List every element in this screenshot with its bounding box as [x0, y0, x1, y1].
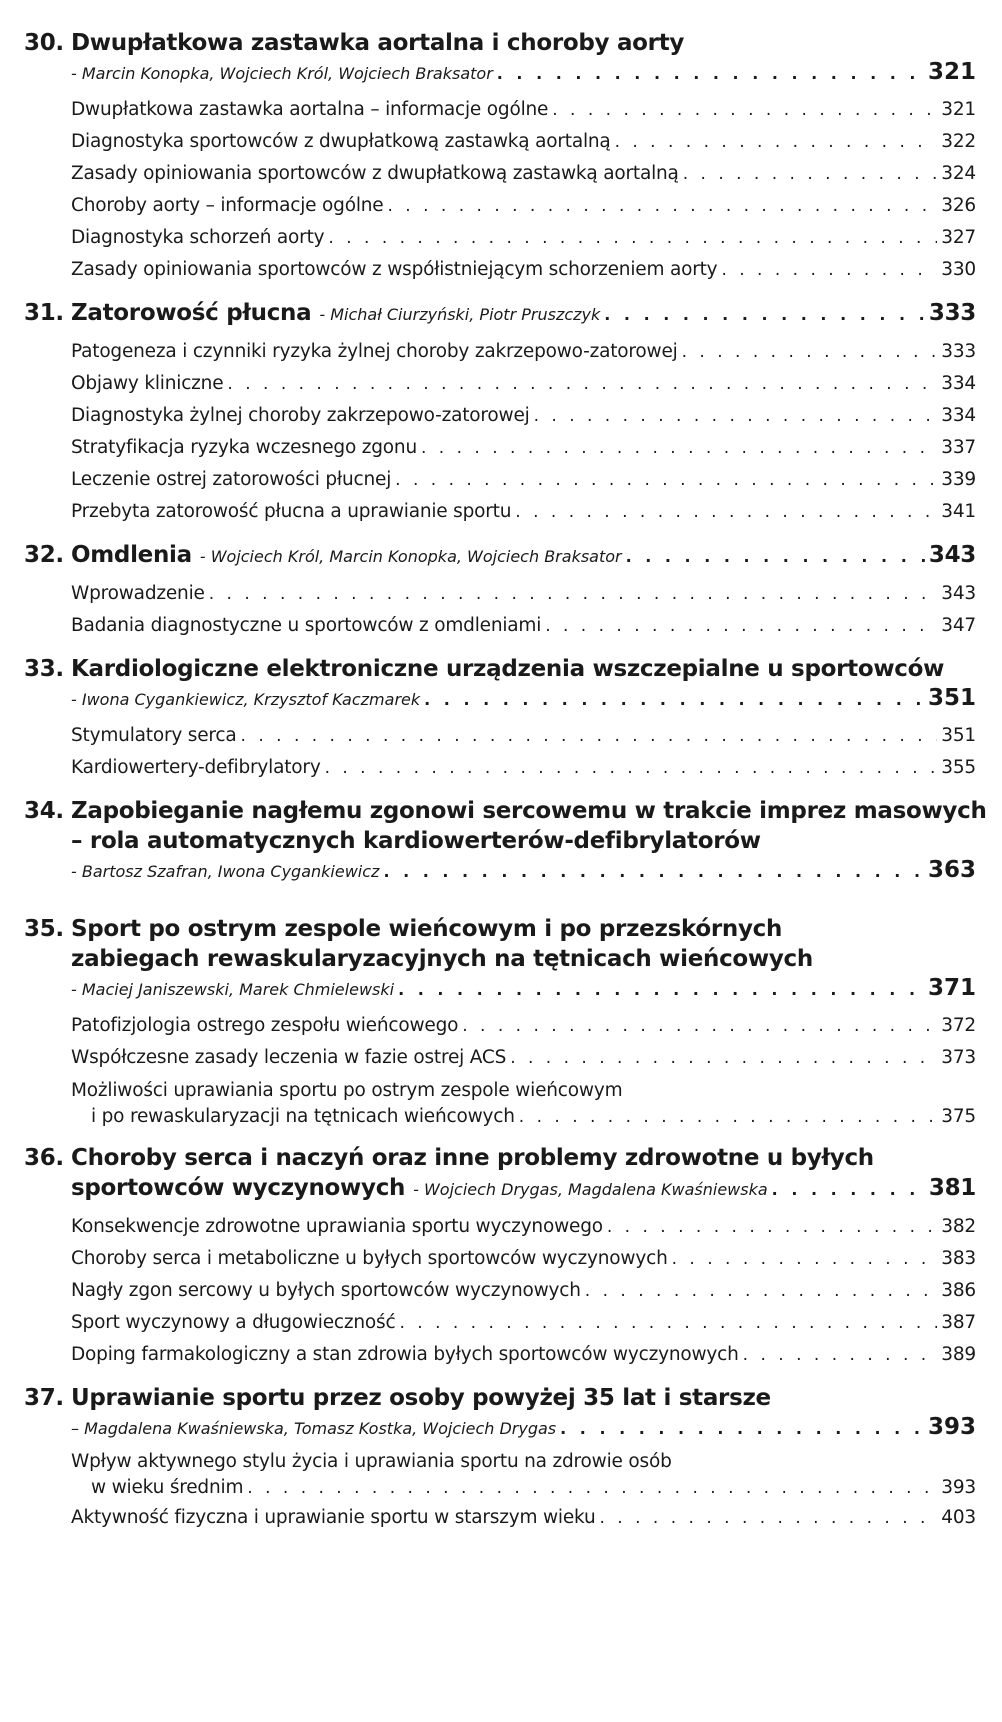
section-title: Wprowadzenie: [71, 583, 205, 604]
section-title: Diagnostyka sportowców z dwupłatkową zastawką aortalną: [71, 131, 611, 152]
section-page-number: 351: [941, 725, 976, 746]
chapter-title: Choroby serca i naczyń oraz inne problemy zdrowotne u byłych: [71, 1145, 874, 1171]
chapter-34: [24, 796, 987, 886]
section-title: Badania diagnostyczne u sportowców z omdleniami: [71, 615, 542, 636]
section-entry: [24, 368, 976, 400]
section-page-number: 334: [941, 373, 976, 394]
section-title: Choroby serca i metaboliczne u byłych sportowców wyczynowych: [71, 1248, 668, 1269]
section-page-number: 382: [941, 1216, 976, 1237]
chapter-title-continued: – rola automatycznych kardiowerterów-defibrylatorów: [71, 828, 761, 854]
dot-leader: [424, 686, 924, 714]
section-title: Choroby aorty – informacje ogólne: [71, 195, 384, 216]
section-entry: [24, 1243, 976, 1275]
chapter-page-number: 321: [927, 59, 976, 85]
chapter-36: [24, 1143, 976, 1371]
section-title: Zasady opiniowania sportowców z współistniejącym schorzeniem aorty: [71, 259, 718, 280]
dot-leader: [421, 433, 937, 464]
section-entry: [24, 336, 976, 368]
dot-leader: [519, 1104, 938, 1131]
chapter-32: [24, 540, 976, 642]
section-page-number: 322: [941, 131, 976, 152]
chapter-authors: - Iwona Cygankiewicz, Krzysztof Kaczmarek: [71, 690, 421, 709]
section-entry: [24, 752, 976, 784]
chapter-page-number: 343: [928, 542, 976, 568]
chapter-37: [24, 1383, 976, 1534]
dot-leader: [604, 300, 925, 330]
table-of-contents: [24, 28, 987, 1534]
section-page-number: 347: [941, 615, 976, 636]
section-list: [24, 1010, 976, 1131]
section-title: Aktywność fizyczna i uprawianie sportu w starszym wieku: [71, 1507, 596, 1528]
chapter-heading: [24, 540, 976, 572]
chapter-title: Zatorowość płucna: [71, 300, 312, 326]
section-entry: [24, 432, 976, 464]
section-entry: [24, 1502, 976, 1534]
section-title-first-line: Możliwości uprawiania sportu po ostrym zespole wieńcowym: [71, 1080, 623, 1101]
section-entry: [24, 1211, 976, 1243]
dot-leader: [672, 1244, 938, 1275]
section-title: i po rewaskularyzacji na tętnicach wieńcowych: [91, 1106, 515, 1127]
section-page-number: 375: [941, 1106, 976, 1127]
chapter-33: [24, 654, 976, 784]
dot-leader: [607, 1212, 937, 1243]
dot-leader: [626, 542, 925, 572]
chapter-title-continued-row: [24, 1173, 976, 1205]
chapter-authors: - Michał Ciurzyński, Piotr Pruszczyk: [319, 305, 601, 324]
dot-leader: [387, 191, 937, 222]
section-entry: [24, 1010, 976, 1042]
chapter-number: 32.: [24, 542, 64, 568]
section-page-number: 355: [941, 757, 976, 778]
section-title: Doping farmakologiczny a stan zdrowia byłych sportowców wyczynowych: [71, 1344, 739, 1365]
chapter-heading: [24, 28, 976, 58]
section-page-number: 387: [941, 1312, 976, 1333]
section-list: [24, 578, 976, 642]
dot-leader: [585, 1276, 938, 1307]
section-title: Diagnostyka żylnej choroby zakrzepowo-zatorowej: [71, 405, 530, 426]
section-entry: [24, 222, 976, 254]
section-page-number: 333: [941, 341, 976, 362]
dot-leader: [383, 858, 924, 886]
dot-leader: [209, 579, 938, 610]
dot-leader: [325, 753, 938, 784]
chapter-number: 30.: [24, 30, 64, 56]
chapter-authors: - Wojciech Drygas, Magdalena Kwaśniewska: [413, 1180, 768, 1199]
section-page-number: 383: [941, 1248, 976, 1269]
chapter-heading: [24, 654, 976, 684]
section-entry: [24, 1339, 976, 1371]
chapter-authors: - Bartosz Szafran, Iwona Cygankiewicz: [71, 862, 380, 881]
section-title: w wieku średnim: [91, 1477, 244, 1498]
section-entry: [24, 126, 976, 158]
section-title: Sport wyczynowy a długowieczność: [71, 1312, 396, 1333]
section-entry: [24, 720, 976, 752]
section-list: [24, 1211, 976, 1371]
dot-leader: [615, 127, 938, 158]
section-title: Współczesne zasady leczenia w fazie ostrej ACS: [71, 1047, 507, 1068]
section-entry: [24, 1474, 976, 1502]
chapter-author-row: [24, 58, 976, 88]
section-page-number: 341: [941, 501, 976, 522]
dot-leader: [560, 1415, 924, 1443]
dot-leader: [227, 369, 937, 400]
section-entry: [24, 190, 976, 222]
chapter-35: [24, 914, 976, 1131]
section-page-number: 324: [941, 163, 976, 184]
section-title: Stratyfikacja ryzyka wczesnego zgonu: [71, 437, 417, 458]
section-entry: [24, 94, 976, 126]
dot-leader: [241, 721, 938, 752]
section-entry: [24, 400, 976, 432]
dot-leader: [743, 1340, 938, 1371]
section-page-number: 393: [941, 1477, 976, 1498]
chapter-title: Sport po ostrym zespole wieńcowym i po przezskórnych: [71, 916, 783, 942]
section-entry: [24, 254, 976, 286]
section-title: Dwupłatkowa zastawka aortalna – informacje ogólne: [71, 99, 549, 120]
dot-leader: [462, 1011, 937, 1042]
section-page-number: 321: [941, 99, 976, 120]
dot-leader: [247, 1475, 937, 1502]
section-page-number: 389: [941, 1344, 976, 1365]
section-title: Nagły zgon sercowy u byłych sportowców wyczynowych: [71, 1280, 581, 1301]
chapter-authors: - Marcin Konopka, Wojciech Król, Wojciech Braksator: [71, 64, 493, 83]
section-title: Diagnostyka schorzeń aorty: [71, 227, 325, 248]
chapter-title: Zapobieganie nagłemu zgonowi sercowemu w trakcie imprez masowych: [71, 798, 987, 824]
chapter-number: 37.: [24, 1385, 64, 1411]
section-title: Zasady opiniowania sportowców z dwupłatkową zastawką aortalną: [71, 163, 679, 184]
chapter-heading: [24, 1383, 976, 1413]
chapter-number: 34.: [24, 798, 64, 824]
section-entry: [24, 1042, 976, 1074]
dot-leader: [682, 337, 938, 368]
section-entry: [24, 158, 976, 190]
section-title: Stymulatory serca: [71, 725, 237, 746]
chapter-heading: [24, 796, 987, 826]
dot-leader: [534, 401, 938, 432]
chapter-title: Uprawianie sportu przez osoby powyżej 35 lat i starsze: [71, 1385, 771, 1411]
dot-leader: [772, 1175, 925, 1205]
chapter-number: 35.: [24, 916, 64, 942]
chapter-title-continued: zabiegach rewaskularyzacyjnych na tętnicach wieńcowych: [71, 946, 813, 972]
chapter-authors: – Magdalena Kwaśniewska, Tomasz Kostka, Wojciech Drygas: [71, 1419, 557, 1438]
section-page-number: 330: [941, 259, 976, 280]
chapter-page-number: 371: [927, 975, 976, 1001]
section-page-number: 373: [941, 1047, 976, 1068]
section-title: Patofizjologia ostrego zespołu wieńcowego: [71, 1015, 459, 1036]
dot-leader: [497, 60, 924, 88]
section-title: Kardiowertery-defibrylatory: [71, 757, 321, 778]
section-list: [24, 336, 976, 528]
chapter-heading: [24, 298, 976, 330]
section-page-number: 386: [941, 1280, 976, 1301]
section-title: Przebyta zatorowość płucna a uprawianie sportu: [71, 501, 512, 522]
dot-leader: [545, 611, 937, 642]
chapter-number: 36.: [24, 1145, 64, 1171]
chapter-number: 31.: [24, 300, 64, 326]
section-entry: [24, 1103, 976, 1131]
dot-leader: [398, 976, 924, 1004]
section-page-number: 339: [941, 469, 976, 490]
section-entry: [24, 578, 976, 610]
chapter-title: Kardiologiczne elektroniczne urządzenia wszczepialne u sportowców: [71, 656, 945, 682]
section-list: [24, 720, 976, 784]
section-entry: [24, 1307, 976, 1339]
chapter-30: [24, 28, 976, 286]
section-entry: [24, 1275, 976, 1307]
section-page-number: 337: [941, 437, 976, 458]
section-page-number: 327: [941, 227, 976, 248]
chapter-page-number: 363: [927, 857, 976, 883]
chapter-authors: - Maciej Janiszewski, Marek Chmielewski: [71, 980, 395, 999]
chapter-author-row: [24, 856, 976, 886]
chapter-page-number: 393: [927, 1414, 976, 1440]
chapter-number: 33.: [24, 656, 64, 682]
dot-leader: [683, 159, 938, 190]
section-list: [24, 94, 976, 286]
dot-leader: [399, 1308, 937, 1339]
section-page-number: 343: [941, 583, 976, 604]
section-title: Patogeneza i czynniki ryzyka żylnej choroby zakrzepowo-zatorowej: [71, 341, 678, 362]
chapter-heading: [24, 1143, 976, 1173]
dot-leader: [515, 497, 937, 528]
section-title: Konsekwencje zdrowotne uprawiania sportu wyczynowego: [71, 1216, 603, 1237]
chapter-authors: - Wojciech Król, Marcin Konopka, Wojciech Braksator: [199, 547, 622, 566]
section-title: Leczenie ostrej zatorowości płucnej: [71, 469, 392, 490]
section-title-first-line: Wpływ aktywnego stylu życia i uprawiania sportu na zdrowie osób: [71, 1451, 672, 1472]
dot-leader: [395, 465, 937, 496]
dot-leader: [510, 1043, 937, 1074]
chapter-page-number: 381: [928, 1175, 976, 1201]
section-title: Objawy kliniczne: [71, 373, 224, 394]
chapter-title: Dwupłatkowa zastawka aortalna i choroby aorty: [71, 30, 685, 56]
section-page-number: 403: [941, 1507, 976, 1528]
chapter-author-row: [24, 684, 976, 714]
chapter-author-row: [24, 974, 976, 1004]
section-list: [24, 1449, 976, 1534]
section-page-number: 326: [941, 195, 976, 216]
section-entry: [24, 496, 976, 528]
chapter-31: [24, 298, 976, 528]
section-entry: [24, 464, 976, 496]
section-entry: [24, 610, 976, 642]
section-page-number: 372: [941, 1015, 976, 1036]
chapter-title-continued: sportowców wyczynowych: [71, 1175, 406, 1201]
chapter-title: Omdlenia: [71, 542, 192, 568]
dot-leader: [552, 95, 937, 126]
chapter-author-row: [24, 1413, 976, 1443]
section-page-number: 334: [941, 405, 976, 426]
chapter-heading: [24, 914, 976, 944]
dot-leader: [328, 223, 937, 254]
dot-leader: [721, 255, 937, 286]
dot-leader: [599, 1503, 937, 1534]
chapter-page-number: 333: [928, 300, 976, 326]
chapter-page-number: 351: [927, 685, 976, 711]
